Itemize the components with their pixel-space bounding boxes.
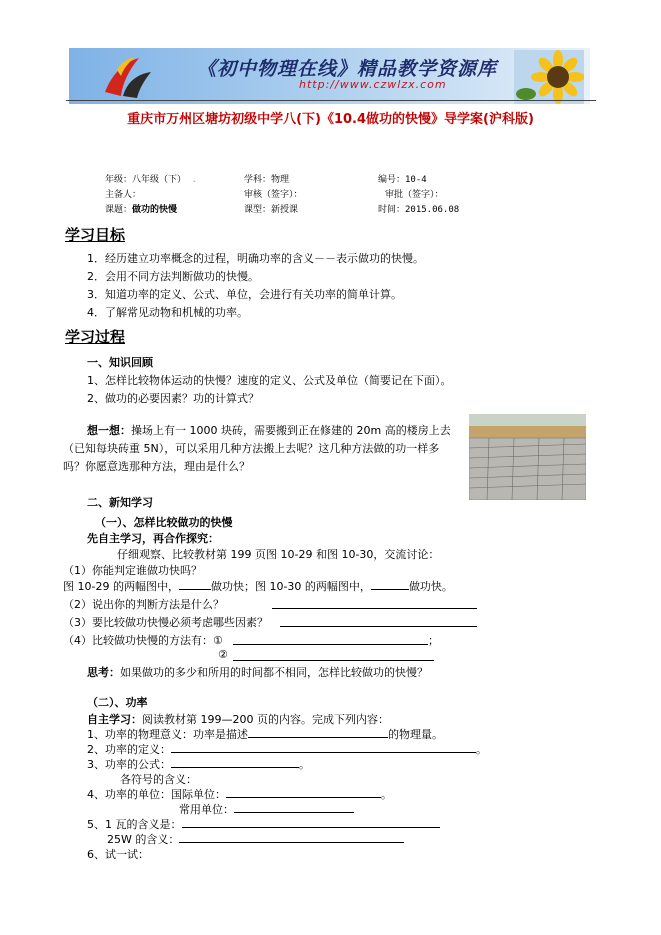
- think-line-3: 吗？你愿意选那种方法，理由是什么？: [63, 460, 250, 473]
- goals-heading: 学习目标: [65, 226, 126, 244]
- sub2-heading: （二）、功率: [87, 696, 148, 709]
- site-logo-icon: [99, 52, 157, 100]
- answer-line[interactable]: [233, 650, 434, 661]
- sub2-intro: 自主学习：阅读教材第 199—200 页的内容。完成下列内容：: [87, 713, 389, 726]
- sub1-heading: （一）、怎样比较做功的快慢: [95, 516, 233, 529]
- question-4: （4）比较做功快慢的方法有：①: [63, 634, 223, 647]
- banner-url[interactable]: http://www.czwlzx.com: [299, 78, 447, 91]
- power-item-1: 1、功率的物理意义：功率是描述 的物理量。: [87, 728, 443, 741]
- new-learning-heading: 二、新知学习: [87, 496, 153, 509]
- review-item: 2、做功的必要因素？功的计算式？: [87, 392, 259, 405]
- answer-line[interactable]: [272, 598, 477, 609]
- power-item-5-sub: 25W 的含义：: [107, 831, 404, 847]
- meta-time: 时间：2015.06.08: [378, 205, 460, 215]
- blank-field[interactable]: [179, 579, 211, 590]
- power-item-4-sub: 常用单位：: [179, 801, 354, 817]
- meta-grade: 年级：八年级（下） .: [105, 175, 197, 185]
- blank-field[interactable]: [171, 742, 476, 753]
- banner-title: 《初中物理在线》精品教学资源库: [197, 58, 498, 80]
- meta-approve: 审批（签字）：: [385, 190, 444, 200]
- goal-item: 4．了解常见动物和机械的功率。: [87, 306, 248, 319]
- power-item-4: 4、功率的单位：国际单位： 。: [87, 788, 392, 801]
- power-item-3-sub: 各符号的含义：: [120, 773, 197, 786]
- sub1-observe: 仔细观察、比较教材第 199 页图 10-29 和图 10-30，交流讨论：: [117, 548, 440, 561]
- document-title: 重庆市万州区塘坊初级中学八(下)《10.4做功的快慢》导学案(沪科版): [127, 112, 534, 127]
- blank-field[interactable]: [248, 727, 388, 738]
- question-3: （3）要比较做功快慢必须考虑哪些因素？: [63, 616, 268, 629]
- review-item: 1、怎样比较物体运动的快慢？速度的定义、公式及单位（简要记在下面）。: [87, 374, 452, 387]
- power-item-6: 6、试一试：: [87, 848, 149, 861]
- answer-line[interactable]: [233, 634, 428, 645]
- power-item-5: 5、1 瓦的含义是：: [87, 816, 440, 832]
- meta-topic: 课题：做功的快慢: [105, 205, 178, 215]
- question-1-fill: 图 10-29 的两幅图中， 做功快；图 10-30 的两幅图中， 做功快。: [63, 580, 453, 593]
- answer-line[interactable]: [280, 616, 477, 627]
- sunflower-icon: [514, 50, 584, 104]
- blank-field[interactable]: [171, 757, 299, 768]
- meta-type: 课型：新授课: [244, 205, 299, 215]
- bricks-photo: [469, 414, 586, 500]
- blank-field[interactable]: [179, 832, 404, 843]
- blank-field[interactable]: [226, 787, 381, 798]
- goal-item: 2．会用不同方法判断做功的快慢。: [87, 270, 259, 283]
- review-heading: 一、知识回顾: [87, 356, 153, 369]
- meta-preparer: 主备人：: [105, 190, 142, 200]
- meta-review: 审核（签字）：: [244, 190, 303, 200]
- meta-number: 编号：10-4: [378, 175, 427, 185]
- goal-item: 1．经历建立功率概念的过程，明确功率的含义－－表示做功的快慢。: [87, 252, 424, 265]
- question-4-second: ②: [218, 648, 228, 661]
- blank-field[interactable]: [234, 802, 354, 813]
- meta-subject: 学科：物理: [244, 175, 290, 185]
- header-banner: [69, 48, 590, 104]
- think-line-2: （已知每块砖重 5N），可以采用几种方法搬上去呢？这几种方法做的功一样多: [63, 442, 440, 455]
- question-4-semicolon: ；: [428, 634, 439, 647]
- blank-field[interactable]: [182, 817, 440, 828]
- header-divider: [66, 100, 596, 101]
- goal-item: 3．知道功率的定义、公式、单位，会进行有关功率的简单计算。: [87, 288, 402, 301]
- think2: 思考：如果做功的多少和所用的时间都不相同，怎样比较做功的快慢？: [87, 666, 428, 679]
- sub1-intro: 先自主学习，再合作探究：: [87, 532, 219, 545]
- power-item-3: 3、功率的公式： 。: [87, 758, 310, 771]
- question-2: （2）说出你的判断方法是什么？: [63, 598, 224, 611]
- blank-field[interactable]: [371, 579, 409, 590]
- question-1: （1）你能判定谁做功快吗？: [63, 564, 202, 577]
- process-heading: 学习过程: [65, 328, 126, 346]
- think-line-1: 想一想：操场上有一 1000 块砖，需要搬到正在修建的 20m 高的楼房上去: [87, 424, 451, 437]
- power-item-2: 2、功率的定义： 。: [87, 743, 487, 756]
